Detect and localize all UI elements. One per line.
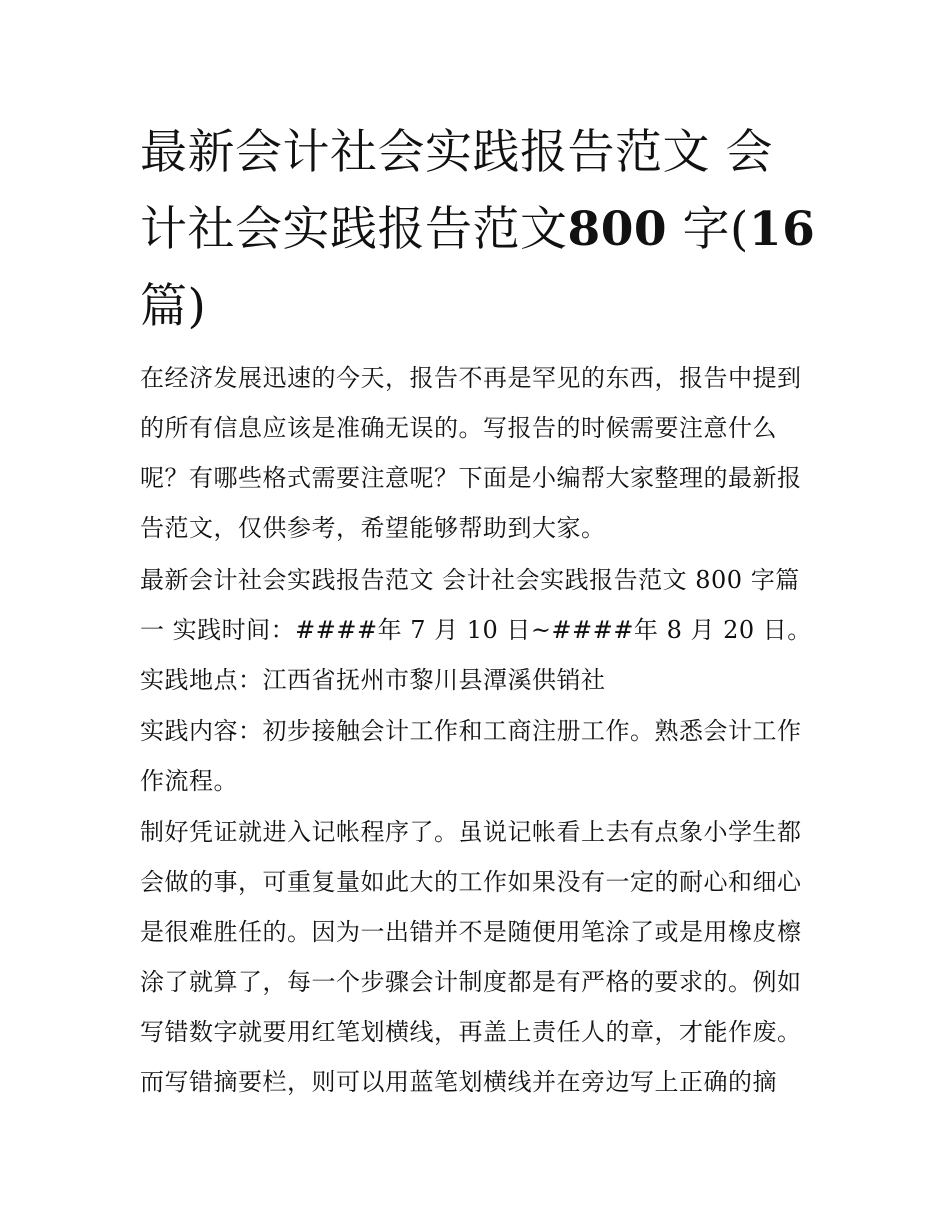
title-text-2: 字( (667, 202, 749, 257)
document-title (140, 114, 820, 345)
practice-info-paragraph: 最新会计社会实践报告范文 会计社会实践报告范文 800 字篇一 实践时间：####年 7 月 10 日~####年 8 月 20 日。 实践地点：江西省抚州市黎川县潭溪供销社 (140, 566, 812, 694)
title-text-3: 篇) (140, 279, 207, 334)
intro-paragraph: 在经济发展迅速的今天，报告不再是罕见的东西，报告中提到的所有信息应该是准确无误的。写报告的时候需要注意什么呢？有哪些格式需要注意呢？下面是小编帮大家整理的最新报告范文，仅供参考，希望能够帮助到大家。 (140, 364, 802, 542)
bookkeeping-paragraph: 制好凭证就进入记帐程序了。虽说记帐看上去有点象小学生都会做的事，可重复量如此大的工作如果没有一定的耐心和细心是很难胜任的。因为一出错并不是随便用笔涂了或是用橡皮檫涂了就算了，每一个步骤会计制度都是有严格的要求的。例如写错数字就要用红笔划横线，再盖上责任人的章，才能作废。而写错摘要栏，则可以用蓝笔划横线并在旁边写上正确的摘 (140, 818, 802, 1096)
title-number-16: 16 (748, 202, 816, 257)
title-number-800: 800 (567, 202, 668, 257)
title-text-1: 最新会计社会实践报告范文 会计社会实践报告范文 (140, 125, 773, 257)
practice-content-paragraph: 实践内容：初步接触会计工作和工商注册工作。熟悉会计工作作流程。 (140, 717, 802, 795)
